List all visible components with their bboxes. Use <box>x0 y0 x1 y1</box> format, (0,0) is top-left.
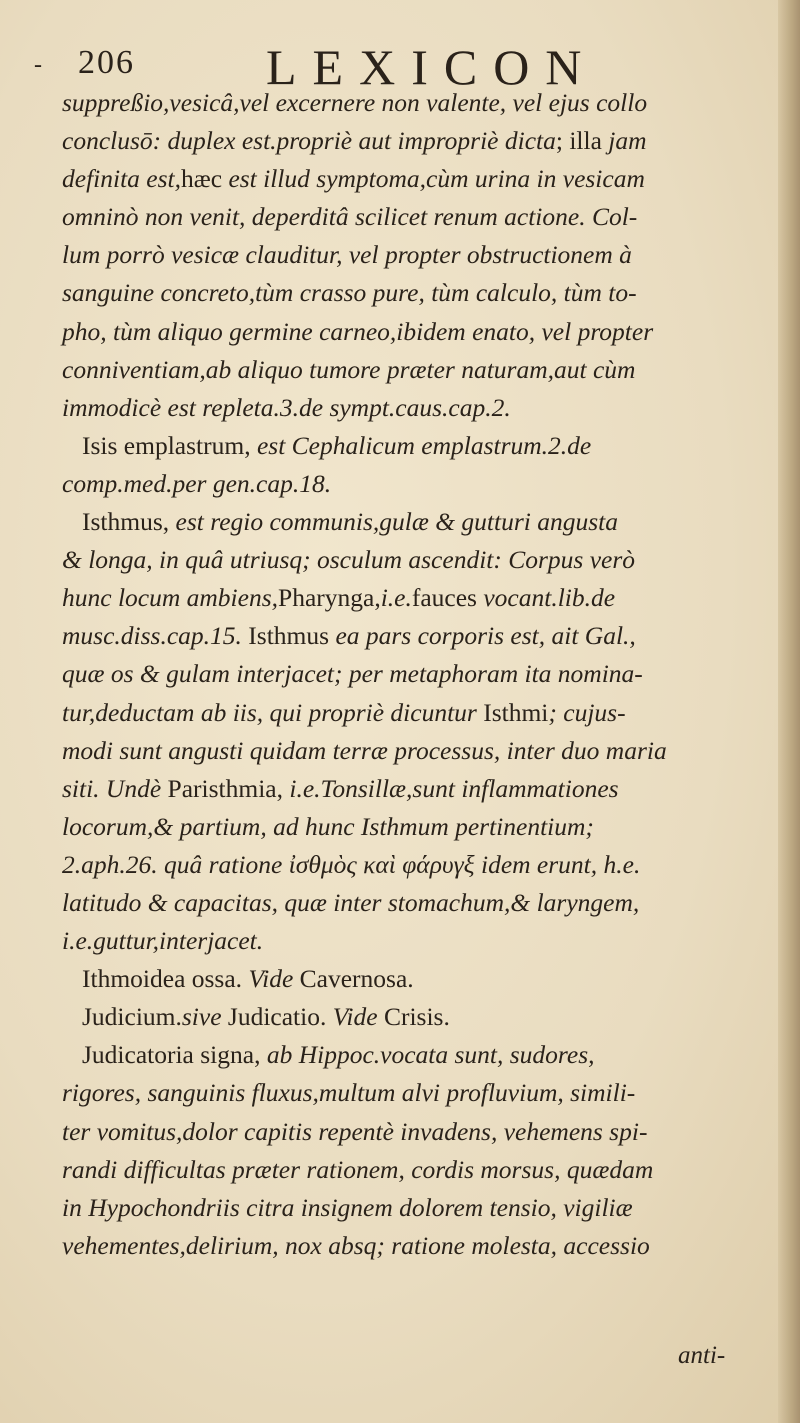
text-segment: vehementes,delirium, nox absq; ratione molesta, accessio <box>62 1230 650 1260</box>
text-line <box>62 846 752 884</box>
text-segment: jam <box>608 126 647 156</box>
text-line <box>62 1036 752 1074</box>
text-line <box>62 351 752 389</box>
text-segment: vocant.lib.de <box>483 583 616 613</box>
text-segment: Judicatoria signa, <box>82 1040 267 1070</box>
text-line <box>62 236 752 274</box>
text-segment: pho, tùm aliquo germine carneo,ibidem enato, vel propter <box>62 316 654 346</box>
text-segment: i.e.Tonsillæ,sunt inflammationes <box>289 773 619 803</box>
text-segment: siti. Undè <box>62 773 168 803</box>
text-segment: hæc <box>180 164 229 194</box>
text-line <box>62 427 752 465</box>
text-segment: randi difficultas præter rationem, cordis morsus, quædam <box>62 1154 654 1184</box>
text-segment: Cavernosa. <box>299 964 414 994</box>
text-line <box>62 465 752 503</box>
text-segment: ; illa <box>555 126 609 156</box>
text-segment: sive <box>181 1002 228 1032</box>
text-line <box>62 617 752 655</box>
text-line <box>62 808 752 846</box>
text-segment: locorum,& partium, ad hunc Isthmum pertinentium; <box>62 811 594 841</box>
text-segment: 2.aph.26. quâ ratione ἰσθμὸς καὶ φάρυγξ idem erunt, h.e. <box>62 849 641 879</box>
text-line <box>62 1227 752 1265</box>
text-segment: tur,deductam ab iis, qui propriè dicuntur <box>62 697 484 727</box>
page-number: 206 <box>78 44 135 81</box>
page-header <box>34 38 734 95</box>
text-line <box>62 313 752 351</box>
running-head: LEXICON <box>266 39 598 95</box>
text-segment: rigores, sanguinis fluxus,multum alvi profluvium, simili- <box>62 1078 636 1108</box>
text-line <box>62 274 752 312</box>
text-segment: omninò non venit, deperditâ scilicet renum actione. Col- <box>62 202 638 232</box>
catchword: anti- <box>678 1342 726 1369</box>
text-segment: suppreßio,vesicâ,vel excernere non valente, vel ejus collo <box>62 88 648 117</box>
text-segment: comp.med.per gen.cap.18. <box>62 468 332 498</box>
text-line <box>62 579 752 617</box>
text-line <box>62 884 752 922</box>
text-line <box>62 770 752 808</box>
text-segment: Isthmi <box>483 697 549 727</box>
text-segment: in Hypochondriis citra insignem dolorem tensio, vigiliæ <box>62 1192 633 1222</box>
text-segment: Vide <box>248 964 300 994</box>
text-segment: ter vomitus,dolor capitis repentè invadens, vehemens spi- <box>62 1116 648 1146</box>
text-segment: Judicatio. <box>227 1002 333 1032</box>
text-line <box>62 389 752 427</box>
text-segment: & longa, in quâ utriusq; osculum ascendit: Corpus verò <box>62 545 636 575</box>
text-segment: conniventiam,ab aliquo tumore præter naturam,aut cùm <box>62 354 636 384</box>
margin-mark: - <box>34 52 42 78</box>
text-line <box>62 1074 752 1112</box>
text-segment: Vide <box>332 1002 384 1032</box>
text-segment: musc.diss.cap.15. <box>62 621 249 651</box>
text-line <box>62 694 752 732</box>
text-segment: Isis emplastrum, <box>82 430 257 460</box>
text-segment: Pharynga, <box>278 583 381 613</box>
body-text <box>62 84 752 1265</box>
text-segment: ; cujus- <box>548 697 626 727</box>
text-segment: conclusō: duplex est.propriè aut impropriè dicta <box>62 126 556 156</box>
text-segment: hunc locum ambiens, <box>62 583 279 613</box>
text-segment: Paristhmia, <box>167 773 290 803</box>
text-line <box>62 503 752 541</box>
text-segment: i.e.guttur,interjacet. <box>62 926 264 956</box>
text-segment: immodicè est repleta.3.de sympt.caus.cap.2. <box>62 392 511 422</box>
text-line <box>62 655 752 693</box>
text-line <box>62 541 752 579</box>
text-segment: est illud symptoma,cùm urina in vesicam <box>228 164 645 194</box>
text-line <box>62 122 752 160</box>
text-segment: ab Hippoc.vocata sunt, sudores, <box>266 1040 595 1070</box>
text-segment: sanguine concreto,tùm crasso pure, tùm calculo, tùm to- <box>62 278 637 308</box>
text-segment: quæ os & gulam interjacet; per metaphoram ita nomina- <box>62 659 643 689</box>
page-edge <box>778 0 800 1423</box>
text-line <box>62 998 752 1036</box>
text-segment: i.e. <box>380 583 412 613</box>
text-line <box>62 1113 752 1151</box>
text-segment: Isthmus <box>248 621 336 651</box>
text-segment: modi sunt angusti quidam terræ processus, inter duo maria <box>62 735 667 765</box>
text-segment: Ithmoidea ossa. <box>82 964 249 994</box>
text-segment: est Cephalicum emplastrum.2.de <box>256 430 592 460</box>
text-segment: Crisis. <box>383 1002 450 1032</box>
text-segment: est regio communis,gulæ & gutturi angusta <box>175 507 618 537</box>
text-segment: definita est, <box>62 164 181 194</box>
text-segment: Judicium. <box>82 1002 182 1032</box>
text-line <box>62 1151 752 1189</box>
text-segment: latitudo & capacitas, quæ inter stomachum,& laryngem, <box>62 887 640 917</box>
text-segment: ea pars corporis est, ait Gal., <box>335 621 636 651</box>
text-line <box>62 960 752 998</box>
text-line <box>62 84 752 122</box>
text-line <box>62 1189 752 1227</box>
text-segment: Isthmus, <box>82 507 176 537</box>
text-line <box>62 922 752 960</box>
text-segment: fauces <box>411 583 484 613</box>
text-line <box>62 732 752 770</box>
text-segment: lum porrò vesicæ clauditur, vel propter obstructionem à <box>62 240 632 270</box>
text-line <box>62 160 752 198</box>
text-line <box>62 198 752 236</box>
